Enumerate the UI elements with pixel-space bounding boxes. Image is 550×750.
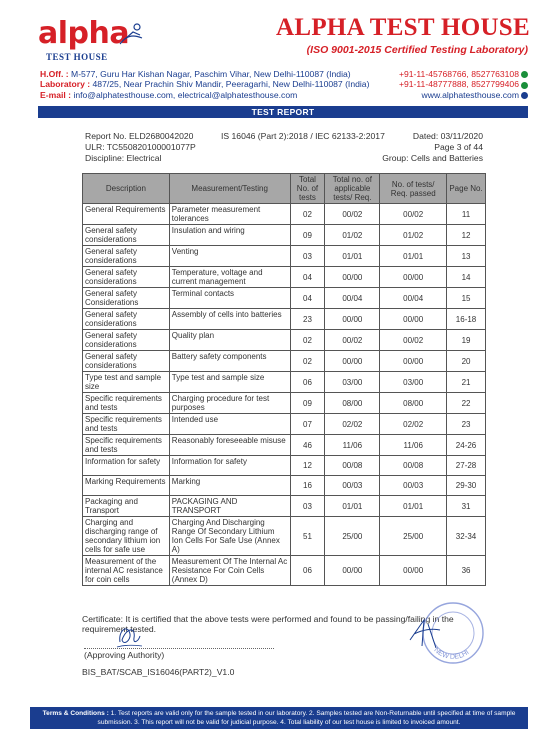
passed-cell: 08/00 xyxy=(380,393,447,414)
measurement-cell: Assembly of cells into batteries xyxy=(169,309,290,330)
applicable-cell: 08/00 xyxy=(325,393,380,414)
description-cell: Marking Requirements xyxy=(83,476,170,496)
passed-cell: 00/00 xyxy=(380,267,447,288)
description-cell: Measurement of the internal AC resistance for coin cells xyxy=(83,556,170,586)
total-tests-cell: 09 xyxy=(290,225,325,246)
head-office-line xyxy=(40,69,369,79)
applicable-cell: 02/02 xyxy=(325,414,380,435)
page-cell: 22 xyxy=(447,393,486,414)
page-cell: 12 xyxy=(447,225,486,246)
table-row xyxy=(83,309,486,330)
table-row xyxy=(83,496,486,517)
applicable-cell: 25/00 xyxy=(325,517,380,556)
measurement-cell: Quality plan xyxy=(169,330,290,351)
page-cell: 23 xyxy=(447,414,486,435)
total-tests-cell: 03 xyxy=(290,246,325,267)
phone-line-2 xyxy=(399,79,528,89)
measurement-cell: Type test and sample size xyxy=(169,372,290,393)
table-row xyxy=(83,372,486,393)
terms-label: Terms & Conditions : xyxy=(42,710,109,717)
discipline: Discipline: Electrical xyxy=(85,153,162,163)
description-cell: Specific requirements and tests xyxy=(83,393,170,414)
page-indicator: Page 3 of 44 xyxy=(434,142,483,152)
email-addresses: info@alphatesthouse.com, electrical@alphatesthouse.com xyxy=(73,89,298,100)
page-cell: 31 xyxy=(447,496,486,517)
page-cell: 36 xyxy=(447,556,486,586)
passed-cell: 00/00 xyxy=(380,309,447,330)
page-cell: 29-30 xyxy=(447,476,486,496)
company-logo xyxy=(38,18,148,66)
report-date: Dated: 03/11/2020 xyxy=(412,131,483,141)
table-row xyxy=(83,476,486,496)
logo-tagline: TEST HOUSE xyxy=(46,52,108,62)
passed-cell: 03/00 xyxy=(380,372,447,393)
total-tests-cell: 16 xyxy=(290,476,325,496)
passed-cell: 00/00 xyxy=(380,351,447,372)
applicable-cell: 01/01 xyxy=(325,496,380,517)
table-row xyxy=(83,225,486,246)
description-cell: Type test and sample size xyxy=(83,372,170,393)
passed-cell: 00/02 xyxy=(380,204,447,225)
passed-cell: 02/02 xyxy=(380,414,447,435)
page-cell: 27-28 xyxy=(447,456,486,476)
description-cell: General safety considerations xyxy=(83,309,170,330)
applicable-cell: 03/00 xyxy=(325,372,380,393)
applicable-cell: 00/00 xyxy=(325,556,380,586)
page-cell: 19 xyxy=(447,330,486,351)
passed-cell: 01/01 xyxy=(380,496,447,517)
measurement-cell: Information for safety xyxy=(169,456,290,476)
laboratory-line xyxy=(40,79,369,89)
passed-cell: 00/02 xyxy=(380,330,447,351)
applicable-cell: 01/02 xyxy=(325,225,380,246)
address-block xyxy=(40,69,369,100)
laboratory-address: 487/25, Near Prachin Shiv Mandir, Peeragarhi, New Delhi-110087 (India) xyxy=(92,79,370,90)
total-tests-cell: 12 xyxy=(290,456,325,476)
terms-footer xyxy=(30,707,528,729)
company-name: ALPHA TEST HOUSE xyxy=(276,14,530,41)
table-row xyxy=(83,351,486,372)
description-cell: General safety considerations xyxy=(83,225,170,246)
certification-statement: Certificate: It is certified that the above tests were performed and found to be passing/failing in the requirement tested. xyxy=(82,614,454,634)
head-office-label: H.Off. : xyxy=(40,69,69,79)
total-tests-cell: 09 xyxy=(290,393,325,414)
applicable-cell: 00/03 xyxy=(325,476,380,496)
description-cell: General safety considerations xyxy=(83,246,170,267)
phone-1: +91-11-45768766, 8527763108 xyxy=(398,69,519,79)
total-tests-cell: 02 xyxy=(290,204,325,225)
website-line xyxy=(399,90,528,100)
passed-cell: 00/03 xyxy=(380,476,447,496)
measurement-cell: Battery safety components xyxy=(169,351,290,372)
page-cell: 16-18 xyxy=(447,309,486,330)
iso-certification: (ISO 9001-2015 Certified Testing Laboratory) xyxy=(306,44,528,56)
total-tests-cell: 51 xyxy=(290,517,325,556)
page-cell: 21 xyxy=(447,372,486,393)
passed-cell: 00/00 xyxy=(380,556,447,586)
total-tests-cell: 02 xyxy=(290,351,325,372)
group: Group: Cells and Batteries xyxy=(382,153,483,163)
col-passed: No. of tests/ Req. passed xyxy=(380,174,447,204)
total-tests-cell: 02 xyxy=(290,330,325,351)
laboratory-label: Laboratory : xyxy=(40,79,91,90)
measurement-cell: Temperature, voltage and current management xyxy=(169,267,290,288)
head-office-address: M-577, Guru Har Kishan Nagar, Paschim Vihar, New Delhi-110087 (India) xyxy=(71,69,351,79)
col-description: Description xyxy=(83,174,170,204)
phone-2: +91-11-48777888, 8527799406 xyxy=(398,79,519,90)
description-cell: General safety considerations xyxy=(83,351,170,372)
page-cell: 13 xyxy=(447,246,486,267)
table-row xyxy=(83,330,486,351)
table-row xyxy=(83,288,486,309)
measurement-cell: Terminal contacts xyxy=(169,288,290,309)
passed-cell: 00/04 xyxy=(380,288,447,309)
description-cell: Charging and discharging range of secondary lithium ion cells for safe use xyxy=(83,517,170,556)
applicable-cell: 00/00 xyxy=(325,309,380,330)
test-results-table xyxy=(82,173,486,586)
measurement-cell: Parameter measurement tolerances xyxy=(169,204,290,225)
signature-line xyxy=(84,648,274,649)
page-cell: 20 xyxy=(447,351,486,372)
col-measurement: Measurement/Testing xyxy=(169,174,290,204)
table-header-row xyxy=(83,174,486,204)
phone-block xyxy=(399,69,528,100)
total-tests-cell: 04 xyxy=(290,288,325,309)
table-row xyxy=(83,246,486,267)
website: www.alphatesthouse.com xyxy=(421,89,519,100)
passed-cell: 11/06 xyxy=(380,435,447,456)
table-row xyxy=(83,267,486,288)
passed-cell: 25/00 xyxy=(380,517,447,556)
col-total-tests: Total No. of tests xyxy=(290,174,325,204)
report-number: Report No. ELD2680042020 xyxy=(85,131,194,141)
table-row xyxy=(83,456,486,476)
table-row xyxy=(83,556,486,586)
measurement-cell: Charging procedure for test purposes xyxy=(169,393,290,414)
passed-cell: 01/02 xyxy=(380,225,447,246)
document-code: BIS_BAT/SCAB_IS16046(PART2)_V1.0 xyxy=(82,667,235,677)
measurement-cell: PACKAGING AND TRANSPORT xyxy=(169,496,290,517)
applicable-cell: 00/00 xyxy=(325,267,380,288)
table-row xyxy=(83,414,486,435)
measurement-cell: Reasonably foreseeable misuse xyxy=(169,435,290,456)
page-cell: 11 xyxy=(447,204,486,225)
measurement-cell: Charging And Discharging Range Of Secondary Lithium Ion Cells For Safe Use (Annex A) xyxy=(169,517,290,556)
description-cell: General Requirements xyxy=(83,204,170,225)
phone-line-1 xyxy=(399,69,528,79)
page-cell: 24-26 xyxy=(447,435,486,456)
email-line xyxy=(40,90,369,100)
passed-cell: 00/08 xyxy=(380,456,447,476)
total-tests-cell: 06 xyxy=(290,372,325,393)
table-row xyxy=(83,435,486,456)
stamp-signature xyxy=(402,610,448,654)
measurement-cell: Insulation and wiring xyxy=(169,225,290,246)
test-report-bar: TEST REPORT xyxy=(38,106,528,118)
measurement-cell: Marking xyxy=(169,476,290,496)
applicable-cell: 00/08 xyxy=(325,456,380,476)
measurement-cell: Intended use xyxy=(169,414,290,435)
description-cell: Specific requirements and tests xyxy=(83,435,170,456)
email-label: E-mail : xyxy=(40,89,72,100)
table-row xyxy=(83,393,486,414)
description-cell: Packaging and Transport xyxy=(83,496,170,517)
terms-text: 1. Test reports are valid only for the sample tested in our laboratory. 2. Samples tested are Non-Returnable until specified at time of sample submission. 3. This report will not be valid for judicial purpose. 4. Total liability of our test house is limited to invoiced amount. xyxy=(97,710,516,726)
total-tests-cell: 04 xyxy=(290,267,325,288)
total-tests-cell: 07 xyxy=(290,414,325,435)
logo-wordmark: alpha xyxy=(38,16,130,51)
col-applicable: Total no. of applicable tests/ Req. xyxy=(325,174,380,204)
approving-authority: (Approving Authority) xyxy=(84,650,165,660)
applicable-cell: 00/02 xyxy=(325,204,380,225)
measurement-cell: Venting xyxy=(169,246,290,267)
total-tests-cell: 23 xyxy=(290,309,325,330)
total-tests-cell: 46 xyxy=(290,435,325,456)
table-row xyxy=(83,517,486,556)
page-cell: 15 xyxy=(447,288,486,309)
description-cell: General safety considerations xyxy=(83,330,170,351)
applicable-cell: 00/00 xyxy=(325,351,380,372)
col-page: Page No. xyxy=(447,174,486,204)
description-cell: General safety considerations xyxy=(83,267,170,288)
globe-icon xyxy=(521,92,528,99)
logo-figure-icon xyxy=(116,22,146,48)
total-tests-cell: 06 xyxy=(290,556,325,586)
table-row xyxy=(83,204,486,225)
description-cell: Specific requirements and tests xyxy=(83,414,170,435)
applicable-cell: 00/02 xyxy=(325,330,380,351)
passed-cell: 01/01 xyxy=(380,246,447,267)
stamp-text: NEW DELHI xyxy=(432,646,471,661)
standard: IS 16046 (Part 2):2018 / IEC 62133-2:2017 xyxy=(221,131,385,141)
applicable-cell: 01/01 xyxy=(325,246,380,267)
total-tests-cell: 03 xyxy=(290,496,325,517)
applicable-cell: 11/06 xyxy=(325,435,380,456)
description-cell: Information for safety xyxy=(83,456,170,476)
measurement-cell: Measurement Of The Internal Ac Resistance For Coin Cells (Annex D) xyxy=(169,556,290,586)
page-cell: 32-34 xyxy=(447,517,486,556)
page-cell: 14 xyxy=(447,267,486,288)
description-cell: General safety Considerations xyxy=(83,288,170,309)
applicable-cell: 00/04 xyxy=(325,288,380,309)
ulr-number: ULR: TC550820100001077P xyxy=(85,142,196,152)
whatsapp-icon xyxy=(521,71,528,78)
whatsapp-icon xyxy=(521,82,528,89)
